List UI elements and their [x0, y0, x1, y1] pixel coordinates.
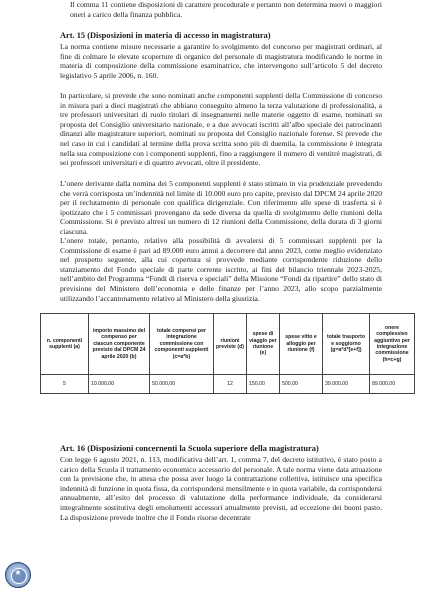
cost-table [40, 313, 415, 394]
table-cell: 5 [41, 375, 89, 394]
seal-icon: ★ [5, 562, 31, 588]
table-header-cell: totale compensi per integrazione commissione con componenti supplenti (c=a*b) [150, 314, 214, 375]
table-header-cell: spese vitto e alloggio per riunione (f) [280, 314, 323, 375]
table-header-cell: n. componenti supplenti (a) [41, 314, 89, 375]
table-cell: 39.000,00 [323, 375, 370, 394]
table-cell: 89.000,00 [370, 375, 415, 394]
article-16-heading: Art. 16 (Disposizioni concernenti la Scuola superiore della magistratura) [60, 444, 319, 453]
table-row [41, 375, 415, 394]
table-cell: 150,00 [247, 375, 280, 394]
table-header-cell: spese di viaggio per riunione (e) [247, 314, 280, 375]
table-header-cell: importo massimo del compenso per ciascun componente previsto dal DPCM 24 aprile 2020 (b) [89, 314, 150, 375]
article-15-heading: Art. 15 (Disposizioni in materia di accesso in magistratura) [60, 31, 271, 40]
article-15-paragraph-1: La norma contiene misure necessarie a garantire lo svolgimento del concorso per magistrati ordinari, al fine di colmare le elevate scoperture di organico del personale di magistratura modificando le norme in materia di composizione della commissione esaminatrice, che intervengono sull’articolo 5 del decreto legislativo 5 aprile 2006, n. 160. [60, 42, 382, 80]
table-cell: 12 [214, 375, 247, 394]
table-cell: 50.000,00 [150, 375, 214, 394]
article-15-paragraph-3: L’onere derivante dalla nomina dei 5 componenti supplenti è stato stimato in via prudenziale prevedendo che verrà corrisposta un’indennità nel limite di 10.000 euro pro capite, previsto dal DPCM 24 aprile 2020 per il reclutamento di personale con qualifica dirigenziale. Con riferimento alle spese di trasferta si è ipotizzato che i 5 commissari provengano da sede diversa da quella di svolgimento delle riunioni della Commissione. Si è previsto altresì un numero di 12 riunioni della Commissione, della durata di 3 giorni ciascuna. [60, 179, 382, 236]
article-15-paragraph-4: L’onere totale, pertanto, relativo alla possibilità di avvalersi di 5 commissari supplenti per la Commissione di esame è pari ad 89.000 euro annui a decorrere dal anno 2023, come meglio evidenziato nel prospetto seguente, alla cui copertura si provvede mediante corrispondente riduzione dello stanziamento del Fondo speciale di parte corrente iscritto, ai fini del bilancio triennale 2023-2025, nell’ambito del Programma “Fondi di riserva e speciali” della Missione “Fondi da ripartire” dello stato di previsione del Ministero dell’economia e delle finanze per l’anno 2023, allo scopo parzialmente utilizzando l’accantonamento relativo al Ministero della giustizia. [60, 236, 382, 303]
table-cell: 500,00 [280, 375, 323, 394]
table-header-cell: totale trasporto e soggiorno (g=a*d*[e+f]) [323, 314, 370, 375]
intro-paragraph: Il comma 11 contiene disposizioni di carattere procedurale e pertanto non determina nuovi o maggiori oneri a carico della finanza pubblica. [70, 0, 382, 19]
table-cell: 10.000,00 [89, 375, 150, 394]
table-header-row [41, 314, 415, 375]
article-15-paragraph-2: In particolare, si prevede che sono nominati anche componenti supplenti della Commissione di concorso in misura pari a dieci magistrati che abbiano conseguito almeno la terza valutazione di professionalità, a tre professori universitari di ruolo titolari di insegnamenti nelle materie oggetto di esame, nominati su proposta del Consiglio universitario nazionale, e a due avvocati iscritti all’albo speciale dei patrocinanti dinanzi alle magistrature superiori, nominati su proposta del Consiglio nazionale forense. Si prevede che nel caso in cui i candidati al termine della prova scritta sono più di duemila, la commissione è integrata nella sua composizione con i componenti supplenti, fino a raggiungere il numero di ventitré magistrati, di sei professori universitari e di quattro avvocati, oltre il presidente. [60, 91, 382, 168]
article-16-paragraph-1: Con legge 6 agosto 2021, n. 113, modificativa dell’art. 1, comma 7, del decreto istitutivo, è stato posto a carico della Scuola il trattamento economico accessorio del personale. A tale norma viene data attuazione con la previsione che, in attesa che possa aver luogo la contrattazione collettiva, istituisce una specifica indennità di funzione in quota fissa, da corrispondersi mensilmente e in quota variabile, da corrispondersi annualmente, all’esito del processo di valutazione della performance individuale, da considerarsi integralmente sostitutiva degli emolumenti accessori attualmente previsti, ad eccezione dei buoni pasto. La disposizione prevede inoltre che il Fondo risorse decentrate [60, 455, 382, 522]
table-header-cell: riunioni previste (d) [214, 314, 247, 375]
table-header-cell: onere complessivo aggiuntivo per integrazione commissione (h=c+g) [370, 314, 415, 375]
